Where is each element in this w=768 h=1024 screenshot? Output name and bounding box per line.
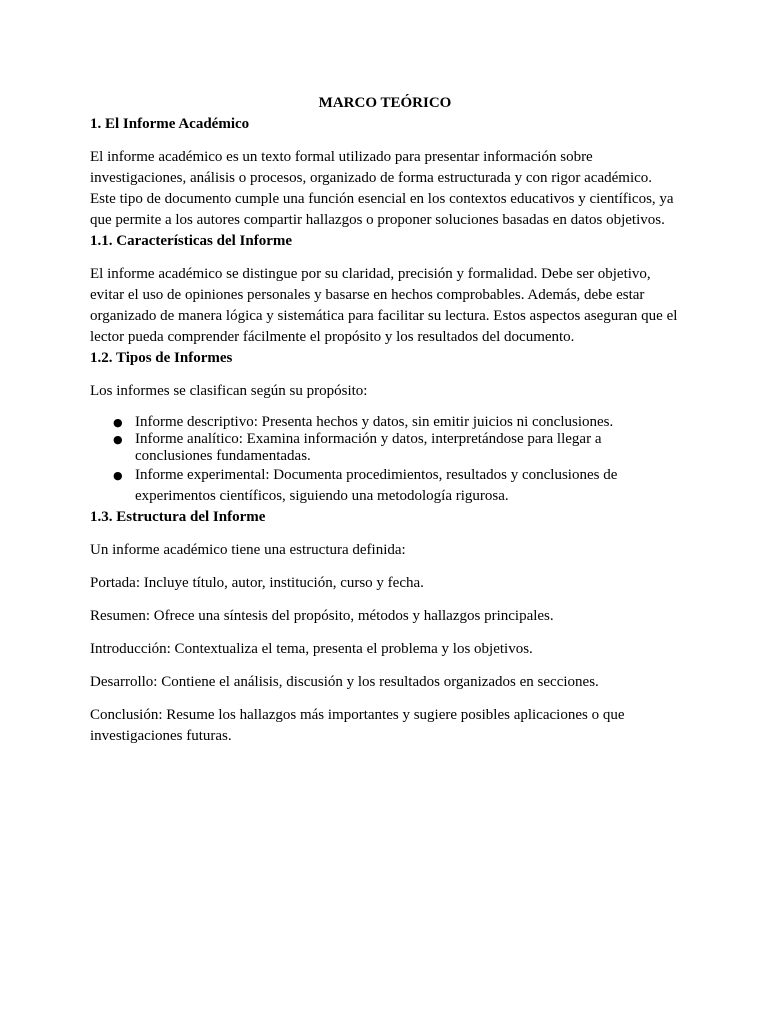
section-intro-tipos: Los informes se clasifican según su propósito: bbox=[90, 383, 368, 399]
list-item bbox=[113, 414, 680, 431]
bullet-icon: ● bbox=[113, 469, 123, 482]
section-paragraph-informe-academico: El informe académico es un texto formal utilizado para presentar información sobre investigaciones, análisis o procesos, organizado de forma estructurada y con rigor académico. Este tipo de documento cumple una función esencial en los contextos educativos y científicos, ya que permite a los autores compartir hallazgos o proponer soluciones basadas en datos objetivos. bbox=[90, 149, 674, 228]
section-heading-informe-academico: 1. El Informe Académico bbox=[90, 116, 250, 132]
section-heading-tipos: 1.2. Tipos de Informes bbox=[90, 350, 233, 366]
bullet-icon: ● bbox=[113, 433, 123, 446]
section-intro-estructura: Un informe académico tiene una estructura definida: bbox=[90, 542, 406, 558]
list-item bbox=[113, 431, 680, 465]
list-item-text: Informe analítico: Examina información y datos, interpretándose para llegar a conclusiones fundamentadas. bbox=[135, 431, 602, 464]
section-paragraph-caracteristicas: El informe académico se distingue por su claridad, precisión y formalidad. Debe ser objetivo, evitar el uso de opiniones personales y basarse en hechos comprobables. Además, debe estar organizado de manera lógica y sistemática para facilitar su lectura. Estos aspectos aseguran que el lector pueda comprender fácilmente el propósito y los resultados del documento. bbox=[90, 266, 678, 345]
document-title: MARCO TEÓRICO bbox=[318, 95, 452, 111]
section-heading-estructura: 1.3. Estructura del Informe bbox=[90, 509, 266, 525]
bullet-icon: ● bbox=[113, 416, 123, 429]
structure-item-resumen: Resumen: Ofrece una síntesis del propósito, métodos y hallazgos principales. bbox=[90, 608, 554, 624]
bullet-list-tipos bbox=[90, 414, 680, 507]
list-item-text: Informe descriptivo: Presenta hechos y datos, sin emitir juicios ni conclusiones. bbox=[135, 414, 614, 430]
structure-item-conclusion: Conclusión: Resume los hallazgos más importantes y sugiere posibles aplicaciones o que investigaciones futuras. bbox=[90, 707, 625, 744]
section-heading-caracteristicas: 1.1. Características del Informe bbox=[90, 233, 293, 249]
document-page bbox=[90, 93, 680, 747]
list-item bbox=[113, 465, 680, 507]
structure-item-desarrollo: Desarrollo: Contiene el análisis, discusión y los resultados organizados en secciones. bbox=[90, 674, 599, 690]
list-item-text: Informe experimental: Documenta procedimientos, resultados y conclusiones de experimentos científicos, siguiendo una metodología rigurosa. bbox=[135, 467, 618, 504]
structure-item-portada: Portada: Incluye título, autor, institución, curso y fecha. bbox=[90, 575, 424, 591]
structure-item-introduccion: Introducción: Contextualiza el tema, presenta el problema y los objetivos. bbox=[90, 641, 533, 657]
